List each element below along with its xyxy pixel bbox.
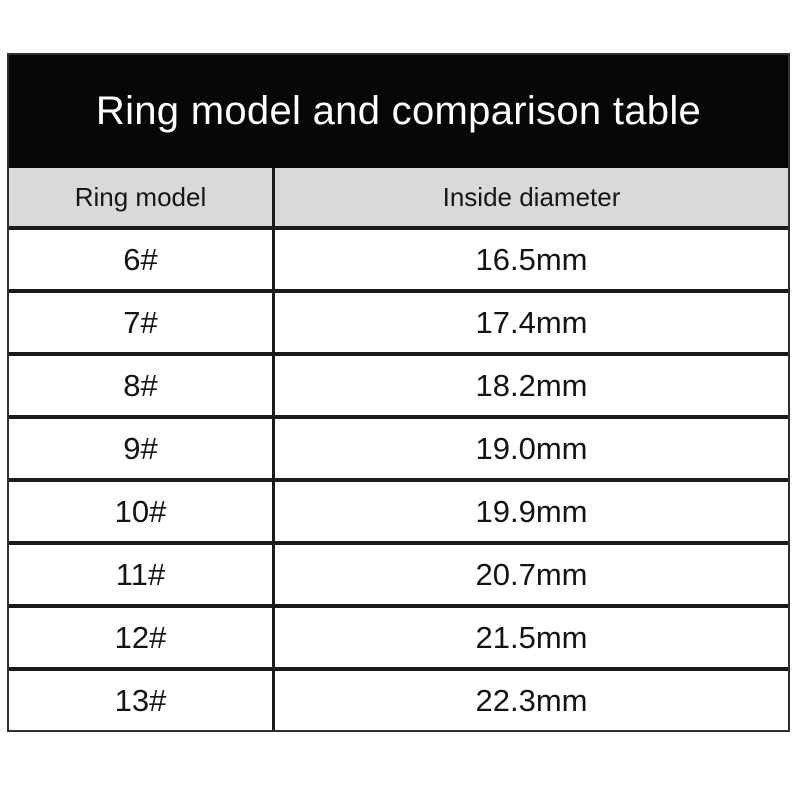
table-row bbox=[9, 289, 788, 352]
cell-inside-diameter: 22.3mm bbox=[272, 667, 788, 730]
cell-ring-model: 10# bbox=[9, 478, 272, 541]
table-row bbox=[9, 478, 788, 541]
cell-inside-diameter: 21.5mm bbox=[272, 604, 788, 667]
cell-inside-diameter: 19.0mm bbox=[272, 415, 788, 478]
cell-ring-model: 8# bbox=[9, 352, 272, 415]
cell-inside-diameter: 20.7mm bbox=[272, 541, 788, 604]
ring-size-table-card bbox=[7, 53, 790, 732]
column-header-inside-diameter: Inside diameter bbox=[272, 168, 788, 226]
cell-inside-diameter: 17.4mm bbox=[272, 289, 788, 352]
cell-inside-diameter: 18.2mm bbox=[272, 352, 788, 415]
table-row bbox=[9, 352, 788, 415]
cell-inside-diameter: 19.9mm bbox=[272, 478, 788, 541]
table-row bbox=[9, 226, 788, 289]
cell-ring-model: 6# bbox=[9, 226, 272, 289]
table-row bbox=[9, 667, 788, 730]
cell-ring-model: 12# bbox=[9, 604, 272, 667]
cell-ring-model: 9# bbox=[9, 415, 272, 478]
cell-ring-model: 11# bbox=[9, 541, 272, 604]
cell-inside-diameter: 16.5mm bbox=[272, 226, 788, 289]
table-row bbox=[9, 604, 788, 667]
table-header-row bbox=[9, 168, 788, 226]
table-row bbox=[9, 415, 788, 478]
cell-ring-model: 13# bbox=[9, 667, 272, 730]
table-row bbox=[9, 541, 788, 604]
column-header-ring-model: Ring model bbox=[9, 168, 272, 226]
cell-ring-model: 7# bbox=[9, 289, 272, 352]
table-title: Ring model and comparison table bbox=[9, 55, 788, 168]
